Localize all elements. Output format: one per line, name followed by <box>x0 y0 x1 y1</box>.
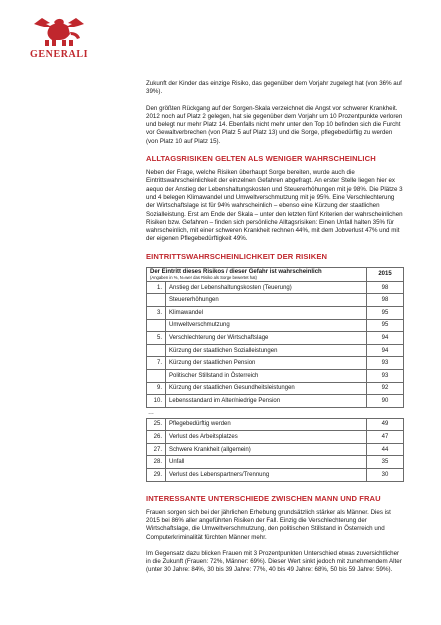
table-row <box>147 319 404 332</box>
table-header-row <box>147 267 404 281</box>
document-body <box>146 80 404 583</box>
table-cell-rank: 9. <box>147 382 166 395</box>
table-cell-label: Schwere Krankheit (allgemein) <box>166 443 367 456</box>
paragraph: Im Gegensatz dazu blicken Frauen mit 3 Prozentpunkten Unterschied etwas zuversichtlicher in die Zukunft (Frauen: 72%, Männer: 69%). Dieser Wert sinkt jedoch mit zunehmendem Alter (unter 30 Jahre: 84%, 30 bis 39 Jahre: 77%, 40 bis 49 Jahre: 68%, 50 bis 59 Jahre: 59%). <box>146 549 402 574</box>
table-cell-rank <box>147 319 166 332</box>
table-cell-label: Lebensstandard im Alter/niedrige Pension <box>166 395 367 408</box>
paragraph: Den größten Rückgang auf der Sorgen-Skala verzeichnet die Angst vor schwerer Krankheit. 2012 noch auf Platz 2 gelegen, hat sie gegenüber dem Vorjahr um 10 Prozentpunkte verloren und belegt nur mehr Platz 14. Ebenfalls nicht mehr unter den Top 10 befinden sich die Furcht vor Gewaltverbrechen (von Platz 5 auf Platz 13) und die Sorge, pflegebedürftig zu werden (von Platz 10 auf Platz 15). <box>146 104 403 145</box>
table-header-subtitle: (Angaben in %, N=wer das Risiko als Sorge bewertet hat) <box>150 274 257 280</box>
table-row <box>147 344 404 357</box>
section-heading: INTERESSANTE UNTERSCHIEDE ZWISCHEN MANN UND FRAU <box>146 493 381 503</box>
table-cell-rank: 7. <box>147 357 166 370</box>
table-cell-label: Kürzung der staatlichen Pension <box>166 357 367 370</box>
table-cell-value: 93 <box>367 369 404 382</box>
table-cell-value: 30 <box>367 469 404 482</box>
table-cell-rank: 26. <box>147 431 166 444</box>
table-cell-value: 35 <box>367 456 404 469</box>
table-row <box>147 418 404 431</box>
table-row <box>147 382 404 395</box>
risk-table-bottom <box>146 418 404 482</box>
table-cell-value: 95 <box>367 319 404 332</box>
table-cell-rank: 25. <box>147 418 166 431</box>
table-row <box>147 431 404 444</box>
paragraph: Neben der Frage, welche Risiken überhaupt Sorge bereiten, wurde auch die Eintrittswahrscheinlichkeit der einzelnen Gefahren abgefragt. An erster Stelle liegen hier ex aequo der Anstieg der Lebenshaltungskosten und Steuererhöhungen mit je 98%. Die Plätze 3 und 4 belegen Klimawandel und Umweltverschmutzung mit je 95%. Eine Verschlechterung der Wirtschaftslage ist für 94% wahrscheinlich – ebenso eine Kürzung der staatlichen Sozialleistung. Erst am Ende der Skala – unter den letzten fünf Kriterien der wahrscheinlichen Risiken bzw. Gefahren – finden sich persönliche Alltagsrisiken: Einen Unfall halten 35% für wahrscheinlich, mit einer schweren Krankheit rechnen 44%, mit dem Jobverlust 47% und mit der eigenen Pflegebedürftigkeit 49%. <box>146 169 403 243</box>
table-cell-rank: 3. <box>147 306 166 319</box>
table-cell-label: Umweltverschmutzung <box>166 319 367 332</box>
table-cell-label: Verlust des Lebenspartners/Trennung <box>166 469 367 482</box>
table-row <box>147 357 404 370</box>
table-cell-label: Verschlechterung der Wirtschaftslage <box>166 332 367 345</box>
table-row <box>147 395 404 408</box>
table-ellipsis: … <box>148 409 154 416</box>
table-cell-label: Steuererhöhungen <box>166 294 367 307</box>
table-cell-value: 92 <box>367 382 404 395</box>
table-cell-value: 93 <box>367 357 404 370</box>
table-cell-rank: 28. <box>147 456 166 469</box>
table-cell-label: Unfall <box>166 456 367 469</box>
table-cell-value: 47 <box>367 431 404 444</box>
table-bottom-rows <box>147 418 404 481</box>
table-cell-label: Politischer Stillstand in Österreich <box>166 369 367 382</box>
table-cell-rank: 1. <box>147 281 166 294</box>
paragraph: Zukunft der Kinder das einzige Risiko, das gegenüber dem Vorjahr zugelegt hat (von 36% auf 39%). <box>146 80 402 96</box>
table-cell-value: 44 <box>367 443 404 456</box>
table-header-text: Der Eintritt dieses Risikos / dieser Gefahr ist wahrscheinlich <box>150 268 322 275</box>
brand-name: GENERALI <box>30 49 89 60</box>
section-heading: ALLTAGSRISIKEN GELTEN ALS WENIGER WAHRSCHEINLICH <box>146 154 376 164</box>
table-cell-rank: 5. <box>147 332 166 345</box>
table-cell-rank <box>147 344 166 357</box>
generali-logo <box>30 14 88 60</box>
table-row <box>147 469 404 482</box>
table-cell-value: 90 <box>367 395 404 408</box>
table-top-rows <box>147 281 404 407</box>
risk-table <box>146 267 404 408</box>
table-cell-label: Pflegebedürftig werden <box>166 418 367 431</box>
table-header-title <box>147 267 367 281</box>
table-cell-value: 94 <box>367 332 404 345</box>
table-row <box>147 456 404 469</box>
table-cell-value: 94 <box>367 344 404 357</box>
table-row <box>147 306 404 319</box>
table-cell-rank: 29. <box>147 469 166 482</box>
lion-icon <box>30 14 88 48</box>
table-row <box>147 443 404 456</box>
section-heading: EINTRITTSWAHRSCHEINLICHKEIT DER RISIKEN <box>146 251 328 261</box>
table-row <box>147 369 404 382</box>
table-row <box>147 332 404 345</box>
table-row <box>147 281 404 294</box>
table-cell-rank <box>147 369 166 382</box>
table-cell-rank <box>147 294 166 307</box>
table-cell-value: 98 <box>367 294 404 307</box>
table-cell-rank: 10. <box>147 395 166 408</box>
table-cell-label: Kürzung der staatlichen Gesundheitsleistungen <box>166 382 367 395</box>
table-cell-value: 98 <box>367 281 404 294</box>
table-cell-rank: 27. <box>147 443 166 456</box>
table-cell-value: 49 <box>367 418 404 431</box>
table-row <box>147 294 404 307</box>
paragraph: Frauen sorgen sich bei der jährlichen Erhebung grundsätzlich stärker als Männer. Dies ist 2015 bei 86% aller angeführten Risiken der Fall. Einzig die Verschlechterung der Wirtschaftslage, die Umweltverschmutzung, den politischen Stillstand in Österreich und Computerkriminalität fürchten Männer mehr. <box>146 508 391 541</box>
table-cell-label: Klimawandel <box>166 306 367 319</box>
table-header-year: 2015 <box>367 267 404 281</box>
table-cell-label: Anstieg der Lebenshaltungskosten (Teuerung) <box>166 281 367 294</box>
table-cell-label: Kürzung der staatlichen Sozialleistungen <box>166 344 367 357</box>
table-cell-label: Verlust des Arbeitsplatzes <box>166 431 367 444</box>
table-cell-value: 95 <box>367 306 404 319</box>
